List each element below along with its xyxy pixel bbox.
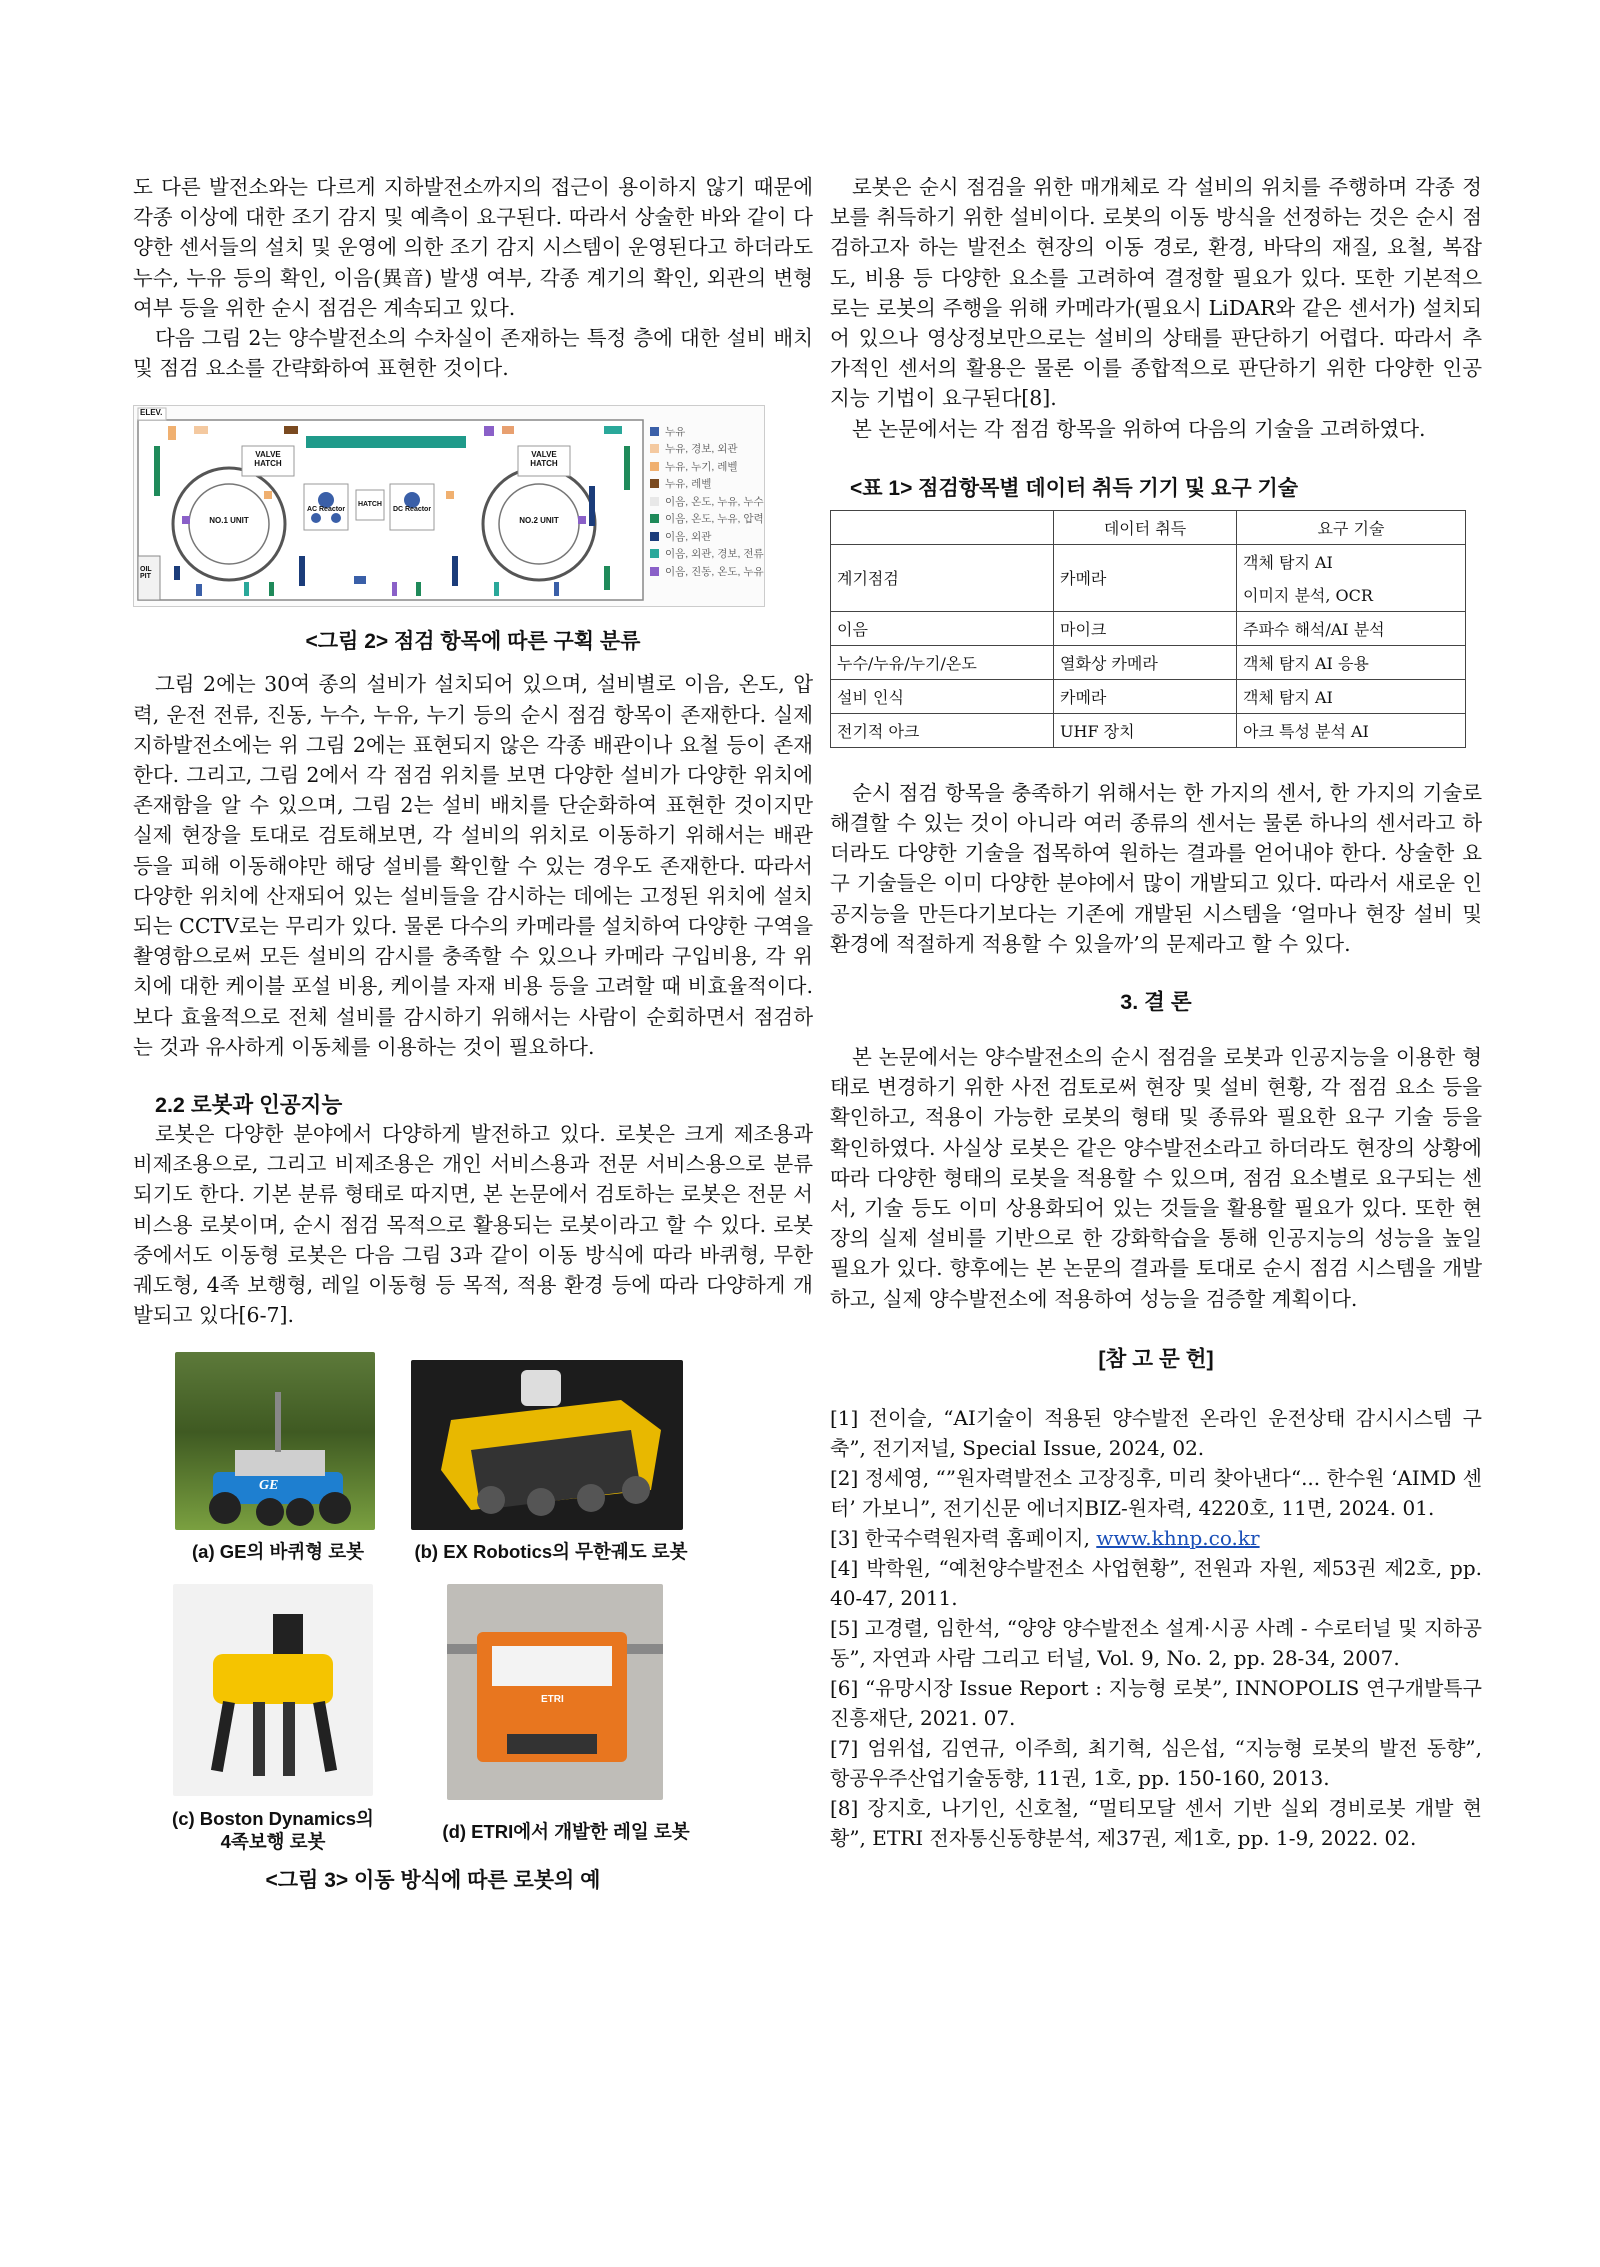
legend-item: [650, 545, 764, 563]
legend-swatch: [650, 567, 659, 576]
fig3c-caption-line2: 4족보행 로봇: [220, 1831, 326, 1853]
table-header: 데이터 취득: [1054, 510, 1237, 544]
table-1: [830, 510, 1466, 748]
oil-pit-label: OIL PIT: [140, 566, 152, 581]
elev-label: ELEV.: [140, 408, 163, 418]
section-heading: 2.2 로봇과 인공지능: [155, 1093, 343, 1118]
paragraph: 도 다른 발전소와는 다르게 지하발전소까지의 접근이 용이하지 않기 때문에 각종 이상에 대한 조기 감지 및 예측이 요구된다. 따라서 상술한 바와 같이 다양한 센서들의 설치 및 운영에 의한 조기 감지 시스템이 운영된다고 하더라도 누수, 누유 등의 확인, 이음(異音) 발생 여부, 각종 계기의 확인, 외관의 변형 여부 등을 위한 순시 점검은 계속되고 있다.: [133, 175, 813, 320]
table-row: [831, 611, 1466, 645]
reference-text: [3] 한국수력원자력 홈페이지,: [830, 1525, 1097, 1550]
figure-3-caption: <그림 3> 이동 방식에 따른 로봇의 예: [265, 1869, 601, 1893]
ex-robotics-tracked-robot-image: [411, 1360, 683, 1530]
legend-label: 이음, 온도, 누유, 압력: [665, 513, 764, 526]
dc-reactor-label: DC Reactor: [392, 506, 432, 514]
table-row: [831, 645, 1466, 679]
ge-wheeled-robot-image: [175, 1352, 375, 1530]
legend-swatch: [650, 479, 659, 488]
floor-plan-figure: [133, 405, 765, 607]
legend-label: 누유, 경보, 외관: [665, 443, 738, 456]
reference-item: [2] 정세영, “”원자력발전소 고장징후, 미리 찾아낸다“... 한수원 ‘AIMD 센터’ 가보니”, 전기신문 에너지BIZ-원자력, 4220호, 11면, 2024. 01.: [830, 1465, 1482, 1520]
legend-swatch: [650, 427, 659, 436]
table-row: [831, 544, 1466, 578]
legend-item: [650, 510, 764, 528]
legend-item: [650, 440, 764, 458]
table-1-title: <표 1> 점검항목별 데이터 취득 기기 및 요구 기술: [850, 476, 1299, 500]
paragraph: 로봇은 다양한 분야에서 다양하게 발전하고 있다. 로봇은 크게 제조용과 비제조용으로, 그리고 비제조용은 개인 서비스용과 전문 서비스용으로 분류되기도 한다. 기본 분류 형태로 따지면, 본 논문에서 검토하는 로봇은 전문 서비스용 로봇이며, 순시 점검 목적으로 활용되는 로봇이라고 할 수 있다. 로봇 중에서도 이동형 로봇은 다음 그림 3과 같이 이동 방식에 따라 바퀴형, 무한궤도형, 4족 보행형, 레일 이동형 등 목적, 적용 환경 등에 따라 다양하게 개발되고 있다[6-7].: [133, 1122, 813, 1328]
reference-item: [7] 엄위섭, 김연규, 이주희, 최기혁, 심은섭, “지능형 로봇의 발전 동향”, 항공우주산업기술동향, 11권, 1호, pp. 150-160, 2013.: [830, 1735, 1482, 1790]
valve-hatch-label: VALVE HATCH: [254, 450, 282, 469]
references-list: [830, 1403, 1482, 1853]
table-cell: 카메라: [1054, 544, 1237, 611]
legend-item: [650, 457, 764, 475]
reference-item: [4] 박학원, “예천양수발전소 사업현황”, 전원과 자원, 제53권 제2호, pp. 40-47, 2011.: [830, 1555, 1482, 1610]
paragraph: 다음 그림 2는 양수발전소의 수차실이 존재하는 특정 층에 대한 설비 배치 및 점검 요소를 간략화하여 표현한 것이다.: [133, 326, 813, 381]
reference-item: [1] 전이슬, “AI기술이 적용된 양수발전 온라인 운전상태 감시시스템 구축”, 전기저널, Special Issue, 2024, 02.: [830, 1405, 1482, 1460]
legend-swatch: [650, 549, 659, 558]
paragraph: 본 논문에서는 양수발전소의 순시 점검을 로봇과 인공지능을 이용한 형태로 변경하기 위한 사전 검토로써 현장 및 설비 현황, 각 점검 요소 등을 확인하고, 적용이 가능한 로봇의 형태 및 종류와 필요한 요구 기술 등을 확인하였다. 사실상 로봇은 같은 양수발전소라고 하더라도 현장의 상황에 따라 다양한 형태의 로봇을 적용할 수 있으며, 점검 요소별로 요구되는 센서, 기술 등도 이미 상용화되어 있는 것들을 활용할 필요가 있다. 또한 현장의 실제 설비를 기반으로 한 강화학습을 통해 인공지능의 성능을 높일 필요가 있다. 향후에는 본 논문의 결과를 토대로 순시 점검 시스템을 개발하고, 실제 양수발전소에 적용하여 성능을 검증할 계획이다.: [830, 1045, 1482, 1311]
legend-label: 이음, 온도, 누유, 누수: [665, 495, 764, 508]
table-cell: 마이크: [1054, 611, 1237, 645]
table-cell: 객체 탐지 AI: [1237, 679, 1466, 713]
legend-swatch: [650, 514, 659, 523]
table-cell: 열화상 카메라: [1054, 645, 1237, 679]
ac-reactor-label: AC Reactor: [306, 506, 346, 514]
hatch-label: HATCH: [358, 501, 382, 509]
etri-rail-robot-image: [447, 1584, 663, 1800]
legend-label: 누유, 레벨: [665, 478, 712, 491]
paragraph: 그림 2에는 30여 종의 설비가 설치되어 있으며, 설비별로 이음, 온도, 압력, 운전 전류, 진동, 누수, 누유, 누기 등의 순시 점검 항목이 존재한다. 실제 지하발전소에는 위 그림 2에는 표현되지 않은 각종 배관이나 요철 등이 존재한다. 그리고, 그림 2에서 각 점검 위치를 보면 다양한 설비가 다양한 위치에 존재함을 알 수 있으며, 그림 2는 설비 배치를 단순화하여 표현한 것이지만 실제 현장을 토대로 검토해보면, 각 설비의 위치로 이동하기 위해서는 배관 등을 피해 이동해야만 해당 설비를 확인할 수 있는 경우도 존재한다. 따라서 다양한 위치에 산재되어 있는 설비들을 감시하는 데에는 고정된 위치에 설치되는 CCTV로는 무리가 있다. 물론 다수의 카메라를 설치하여 다양한 구역을 촬영함으로써 모든 설비의 감시를 충족할 수 있으나 카메라 구입비용, 각 위치에 대한 케이블 포설 비용, 케이블 자재 비용 등을 고려할 때 비효율적이다. 보다 효율적으로 전체 설비를 감시하기 위해서는 사람이 순회하면서 점검하는 것과 유사하게 이동체를 이용하는 것이 필요하다.: [133, 672, 813, 1059]
table-cell: 카메라: [1054, 679, 1237, 713]
table-header: [831, 510, 1054, 544]
unit1-label: NO.1 UNIT: [209, 516, 249, 526]
table-row: [831, 713, 1466, 747]
paragraph: 본 논문에서는 각 점검 항목을 위하여 다음의 기술을 고려하였다.: [852, 416, 1426, 441]
valve-hatch-label: VALVE HATCH: [530, 450, 558, 469]
legend-swatch: [650, 532, 659, 541]
table-cell: 객체 탐지 AI 응용: [1237, 645, 1466, 679]
table-cell: 이음: [831, 611, 1054, 645]
reference-item: [5] 고경렬, 임한석, “양양 양수발전소 설계·시공 사례 - 수로터널 및 지하공동”, 자연과 사람 그리고 터널, Vol. 9, No. 2, pp. 28-34, 2007.: [830, 1615, 1482, 1670]
table-cell: 누수/누유/누기/온도: [831, 645, 1054, 679]
legend-item: [650, 527, 764, 545]
table-header: 요구 기술: [1237, 510, 1466, 544]
etri-logo: ETRI: [541, 1694, 564, 1706]
legend-label: 이음, 외관, 경보, 전류: [665, 548, 764, 561]
legend-label: 이음, 외관: [665, 530, 712, 543]
boston-dynamics-quadruped-image: [173, 1584, 373, 1796]
fig3d-caption: (d) ETRI에서 개발한 레일 로봇: [442, 1821, 690, 1843]
legend-item: [650, 475, 764, 493]
ge-logo: GE: [259, 1478, 279, 1494]
table-cell: 객체 탐지 AI: [1237, 544, 1466, 578]
paragraph: 순시 점검 항목을 충족하기 위해서는 한 가지의 센서, 한 가지의 기술로 해결할 수 있는 것이 아니라 여러 종류의 센서는 물론 하나의 센서라고 하더라도 다양한 기술을 접목하여 원하는 결과를 얻어내야 한다. 상술한 요구 기술들은 이미 다양한 분야에서 많이 개발되고 있다. 따라서 새로운 인공지능을 만든다기보다는 기존에 개발된 시스템을 ‘얼마나 현장 설비 및 환경에 적절하게 적용할 수 있을까’의 문제라고 할 수 있다.: [830, 780, 1482, 956]
unit2-label: NO.2 UNIT: [519, 516, 559, 526]
reference-item: [8] 장지호, 나기인, 신호철, “멀티모달 센서 기반 실외 경비로봇 개발 현황”, ETRI 전자통신동향분석, 제37권, 제1호, pp. 1-9, 2022. 02.: [830, 1795, 1482, 1850]
khnp-link[interactable]: www.khnp.co.kr: [1096, 1525, 1260, 1550]
legend-label: 누유: [665, 425, 686, 438]
table-cell: 계기점검: [831, 544, 1054, 611]
fig3b-caption: (b) EX Robotics의 무한궤도 로봇: [414, 1541, 688, 1563]
legend-item: [650, 492, 764, 510]
legend-item: [650, 422, 764, 440]
table-cell: 이미지 분석, OCR: [1237, 578, 1466, 612]
table-cell: 전기적 아크: [831, 713, 1054, 747]
legend-label: 누유, 누기, 레벨: [665, 460, 738, 473]
left-column: [133, 172, 813, 1952]
legend-swatch: [650, 497, 659, 506]
floor-plan-legend: [650, 422, 764, 580]
paragraph: 로봇은 순시 점검을 위한 매개체로 각 설비의 위치를 주행하며 각종 정보를 취득하기 위한 설비이다. 로봇의 이동 방식을 선정하는 것은 순시 점검하고자 하는 발전소 현장의 이동 경로, 환경, 바닥의 재질, 요철, 복잡도, 비용 등 다양한 요소를 고려하여 결정할 필요가 있다. 또한 기본적으로는 로봇의 주행을 위해 카메라가(필요시 LiDAR와 같은 센서가) 설치되어 있으나 영상정보만으로는 설비의 상태를 판단하기 어렵다. 따라서 추가적인 센서의 활용은 물론 이를 종합적으로 판단하기 위한 다양한 인공지능 기법이 요구된다[8].: [830, 175, 1482, 411]
references-heading: [참 고 문 헌]: [1098, 1346, 1214, 1371]
reference-item: [830, 1523, 1482, 1553]
table-cell: 아크 특성 분석 AI: [1237, 713, 1466, 747]
legend-label: 이음, 진동, 온도, 누유: [665, 565, 764, 578]
reference-item: [6] “유망시장 Issue Report : 지능형 로봇”, INNOPOLIS 연구개발특구진흥재단, 2021. 07.: [830, 1675, 1482, 1730]
section-heading: 3. 결 론: [1120, 990, 1192, 1015]
robot-figure: [133, 1352, 813, 1952]
table-cell: 주파수 해석/AI 분석: [1237, 611, 1466, 645]
table-row: [831, 679, 1466, 713]
fig3c-caption-line1: (c) Boston Dynamics의: [172, 1808, 374, 1830]
legend-swatch: [650, 444, 659, 453]
table-cell: UHF 장치: [1054, 713, 1237, 747]
figure-2-caption: <그림 2> 점검 항목에 따른 구획 분류: [305, 630, 641, 654]
table-cell: 설비 인식: [831, 679, 1054, 713]
right-column: [830, 172, 1482, 1853]
legend-swatch: [650, 462, 659, 471]
legend-item: [650, 562, 764, 580]
fig3a-caption: (a) GE의 바퀴형 로봇: [192, 1541, 364, 1563]
